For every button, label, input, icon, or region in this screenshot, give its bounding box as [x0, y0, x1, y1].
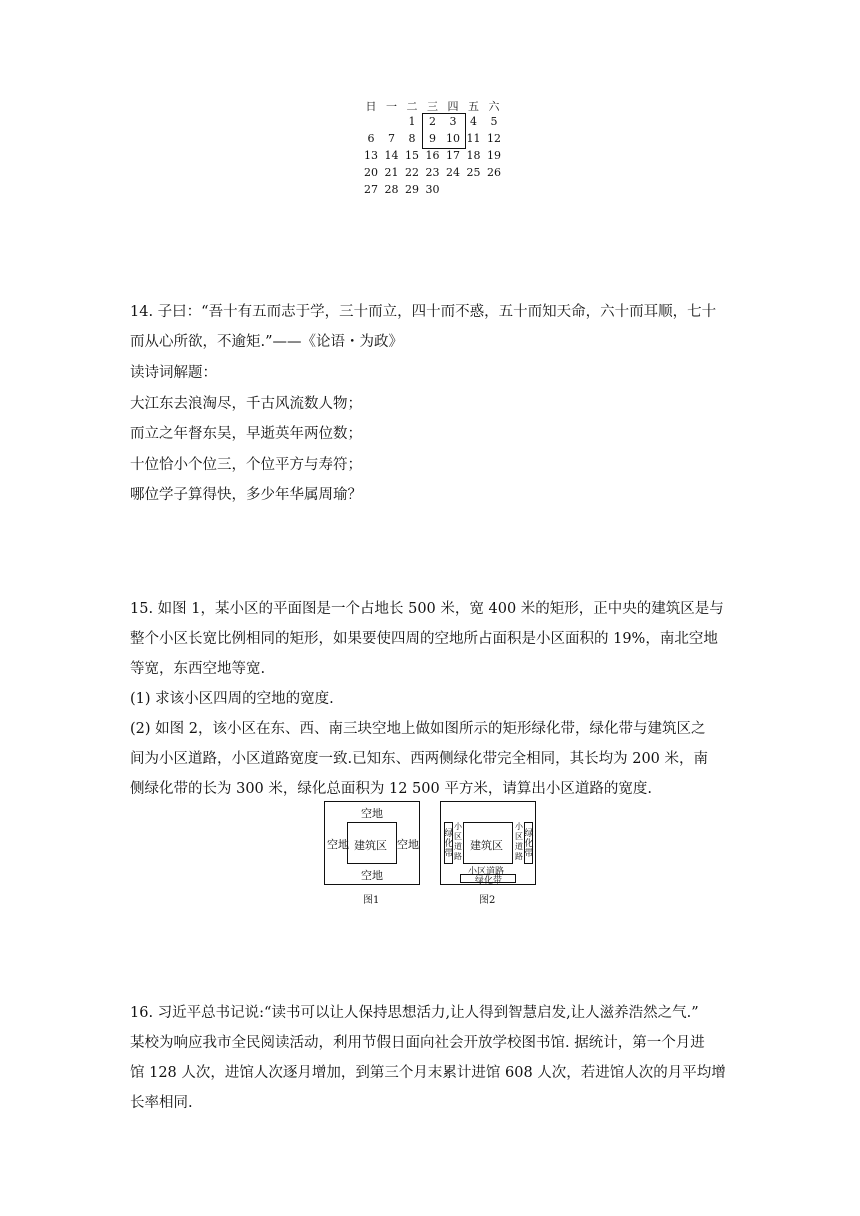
calendar-date: 4	[470, 115, 477, 128]
calendar-date: 8	[408, 132, 416, 145]
calendar-selection-box	[422, 113, 466, 149]
calendar-date: 11	[466, 132, 481, 145]
q15-part2-line3: 侧绿化带的长为 300 米，绿化总面积为 12 500 平方米，请算出小区道路的宽度.	[130, 781, 652, 797]
calendar-date: 15	[405, 149, 419, 162]
calendar-date: 6	[367, 132, 375, 145]
poem-line: 而立之年督东吴，早逝英年两位数；	[130, 426, 362, 442]
poem-line: 大江东去浪淘尽，千古风流数人物；	[130, 396, 362, 412]
calendar-date: 16	[425, 149, 440, 162]
east-open-space: 空地	[397, 838, 419, 851]
figure-2-caption: 图2	[479, 895, 496, 906]
q15-part2-line2: 间为小区道路，小区道路宽度一致.已知东、西两侧绿化带完全相同，其长均为 200 米，南	[130, 751, 708, 767]
calendar-date: 21	[384, 166, 399, 179]
poem-line: 十位恰小个位三，个位平方与寿符；	[130, 457, 362, 473]
south-green-belt-label: 绿化带	[475, 876, 503, 886]
west-open-space: 空地	[327, 838, 349, 851]
calendar-date: 30	[425, 183, 440, 196]
q16-line2: 某校为响应我市全民阅读活动，利用节假日面向社会开放学校图书馆. 据统计，第一个月进	[130, 1035, 705, 1051]
calendar-date: 12	[487, 132, 501, 145]
calendar-date: 26	[487, 166, 501, 179]
calendar-date: 19	[487, 149, 501, 162]
calendar-date: 25	[466, 166, 481, 179]
figure-2	[440, 801, 536, 885]
calendar-weekday-header: 五	[468, 100, 479, 113]
calendar-date: 22	[405, 166, 419, 179]
east-green-belt-label: 绿化带	[524, 829, 534, 859]
calendar-date: 3	[449, 115, 457, 128]
calendar-date: 10	[446, 132, 460, 145]
building-area	[347, 822, 397, 864]
q14-line2: 而从心所欲，不逾矩.”——《论语・为政》	[130, 334, 404, 350]
q14-line1: 14. 子曰：“吾十有五而志于学，三十而立，四十而不惑，五十而知天命，六十而耳顺，七十	[130, 304, 717, 320]
west-road-label: 小区道路	[454, 822, 462, 861]
south-road-label: 小区道路	[468, 867, 505, 877]
q15-line1: 15. 如图 1，某小区的平面图是一个占地长 500 米，宽 400 米的矩形，正中央的建筑区是与	[130, 601, 724, 617]
calendar-weekday-header: 日	[365, 100, 377, 113]
east-road-label: 小区道路	[515, 822, 523, 861]
building-area-label: 建筑区	[470, 839, 503, 852]
calendar-date: 28	[384, 183, 399, 196]
q15-line2: 整个小区长宽比例相同的矩形，如果要使四周的空地所占面积是小区面积的 19%，南北空地	[130, 631, 718, 647]
q16-line3: 馆 128 人次，进馆人次逐月增加，到第三个月末累计进馆 608 人次，若进馆人次的月平均增	[130, 1065, 726, 1081]
q14-line3: 读诗词解题：	[130, 365, 217, 381]
north-open-space: 空地	[361, 807, 383, 820]
calendar-date: 17	[446, 149, 460, 162]
calendar-weekday-header: 二	[406, 100, 418, 113]
calendar-date: 9	[429, 132, 436, 145]
calendar-date: 24	[446, 166, 460, 179]
calendar-weekday-header: 六	[488, 100, 500, 113]
calendar-date: 2	[429, 115, 436, 128]
south-open-space: 空地	[361, 869, 383, 882]
calendar-date: 23	[425, 166, 440, 179]
south-green-belt	[460, 874, 516, 886]
poem-line: 哪位学子算得快，多少年华属周瑜？	[130, 487, 362, 503]
west-green-belt	[444, 822, 453, 864]
q16-line4: 长率相同.	[130, 1095, 193, 1111]
calendar-weekday-header: 三	[427, 100, 438, 113]
building-area-label: 建筑区	[354, 839, 387, 852]
figure-1	[324, 801, 420, 885]
east-green-belt	[524, 822, 533, 864]
calendar-date: 1	[408, 115, 416, 128]
q15-line3: 等宽，东西空地等宽.	[130, 661, 266, 677]
calendar-date: 5	[490, 115, 498, 128]
calendar-date: 29	[405, 183, 419, 196]
calendar-weekday-header: 四	[447, 100, 459, 113]
calendar-date: 20	[364, 166, 378, 179]
calendar-date: 13	[364, 149, 378, 162]
west-green-belt-label: 绿化带	[444, 829, 454, 859]
calendar-weekday-header: 一	[386, 100, 397, 113]
calendar-date: 27	[364, 183, 378, 196]
figure-1-caption: 图1	[363, 895, 380, 906]
q16-line1: 16. 习近平总书记说:“读书可以让人保持思想活力,让人得到智慧启发,让人滋养浩然之气.”	[130, 1005, 699, 1021]
calendar-date: 14	[384, 149, 399, 162]
calendar-date: 7	[388, 132, 395, 145]
building-area	[463, 822, 513, 864]
calendar-date: 18	[466, 149, 481, 162]
q15-part2-line1: (2) 如图 2，该小区在东、西、南三块空地上做如图所示的矩形绿化带，绿化带与建筑区之	[130, 721, 706, 737]
q15-part1: (1) 求该小区四周的空地的宽度.	[130, 691, 334, 707]
